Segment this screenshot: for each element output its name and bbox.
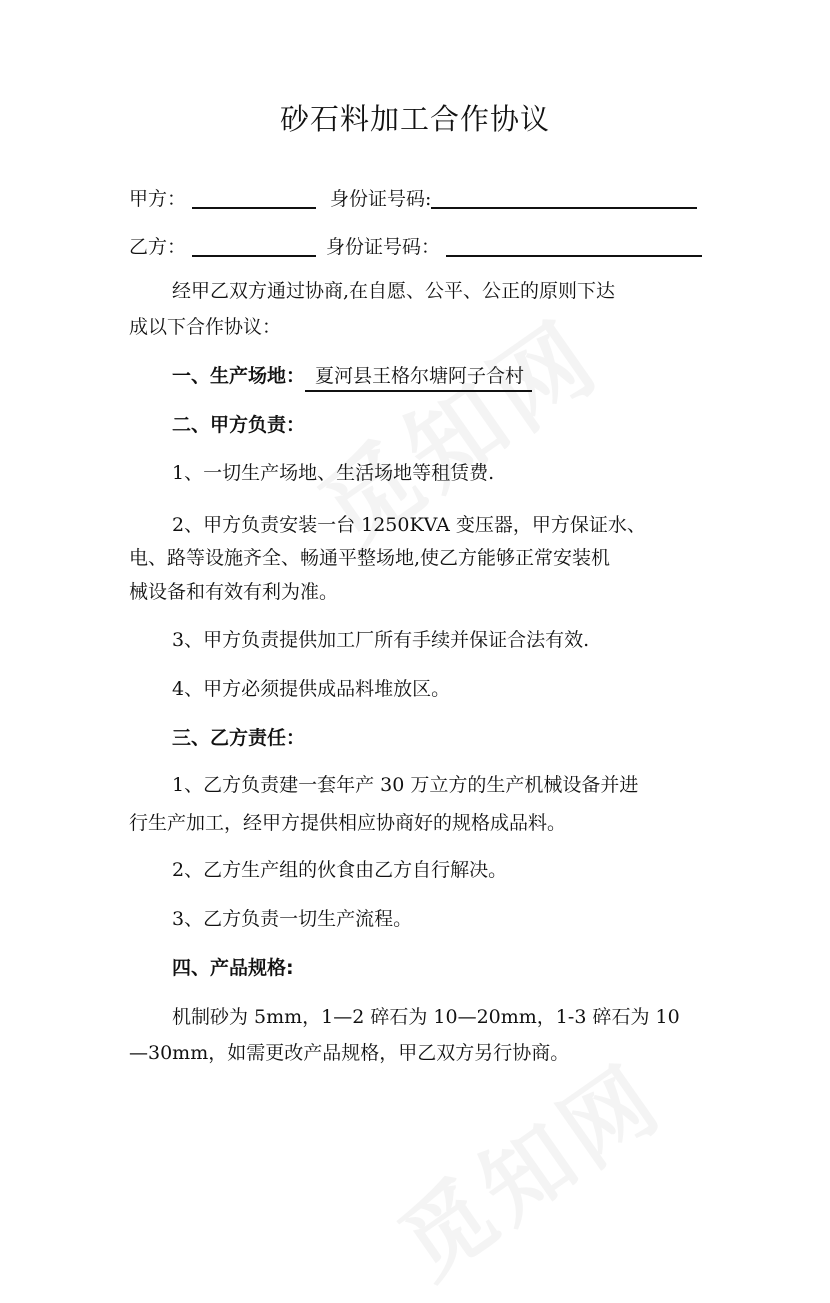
watermark [369,1027,684,1302]
party-a-label: 甲方： [129,188,187,210]
party-b-row [129,233,702,257]
section-3-heading: 三、乙方责任： [172,727,306,749]
section-2-item-4: 4、甲方必须提供成品料堆放区。 [172,678,451,700]
section-4-line-2: —30mm，如需更改产品规格，甲乙双方另行协商。 [129,1042,570,1064]
intro-line-2: 成以下合作协议： [129,316,282,338]
party-a-id-blank [431,185,697,209]
party-b-name-blank [192,233,316,257]
section-2-item-2-line-1: 2、甲方负责安装一台 1250KVA 变压器，甲方保证水、 [172,514,646,536]
party-a-row [129,185,697,209]
section-2-item-2-line-2: 电、路等设施齐全、畅通平整场地,使乙方能够正常安装机 [129,547,611,569]
intro-line-1: 经甲乙双方通过协商,在自愿、公平、公正的原则下达 [172,280,616,302]
section-2-item-3: 3、甲方负责提供加工厂所有手续并保证合法有效. [172,629,590,651]
section-3-item-1-line-2: 行生产加工，经甲方提供相应协商好的规格成品料。 [129,812,567,834]
section-2-item-1: 1、一切生产场地、生活场地等租赁费. [172,462,495,484]
party-b-id-blank [446,233,702,257]
section-3-item-3: 3、乙方负责一切生产流程。 [172,908,413,930]
section-3-item-2: 2、乙方生产组的伙食由乙方自行解决。 [172,859,508,881]
section-2-item-2-line-3: 械设备和有效有利为准。 [129,581,339,603]
party-b-id-label: 身份证号码： [326,236,441,258]
party-b-label: 乙方： [129,236,187,258]
section-2-heading: 二、甲方负责： [172,414,306,436]
document-title: 砂石料加工合作协议 [279,102,550,136]
section-3-item-1-line-1: 1、乙方负责建一套年产 30 万立方的生产机械设备并进 [172,774,639,796]
party-a-id-label: 身份证号码: [330,188,432,210]
production-site-value: 夏河县王格尔塘阿子合村 [305,367,532,392]
party-a-name-blank [192,185,316,209]
section-1-heading: 一、生产场地： [172,365,306,387]
section-4-line-1: 机制砂为 5mm，1—2 碎石为 10—20mm，1-3 碎石为 10 [172,1006,680,1028]
section-1-heading-row [172,367,532,392]
section-4-heading: 四、产品规格: [172,957,294,979]
